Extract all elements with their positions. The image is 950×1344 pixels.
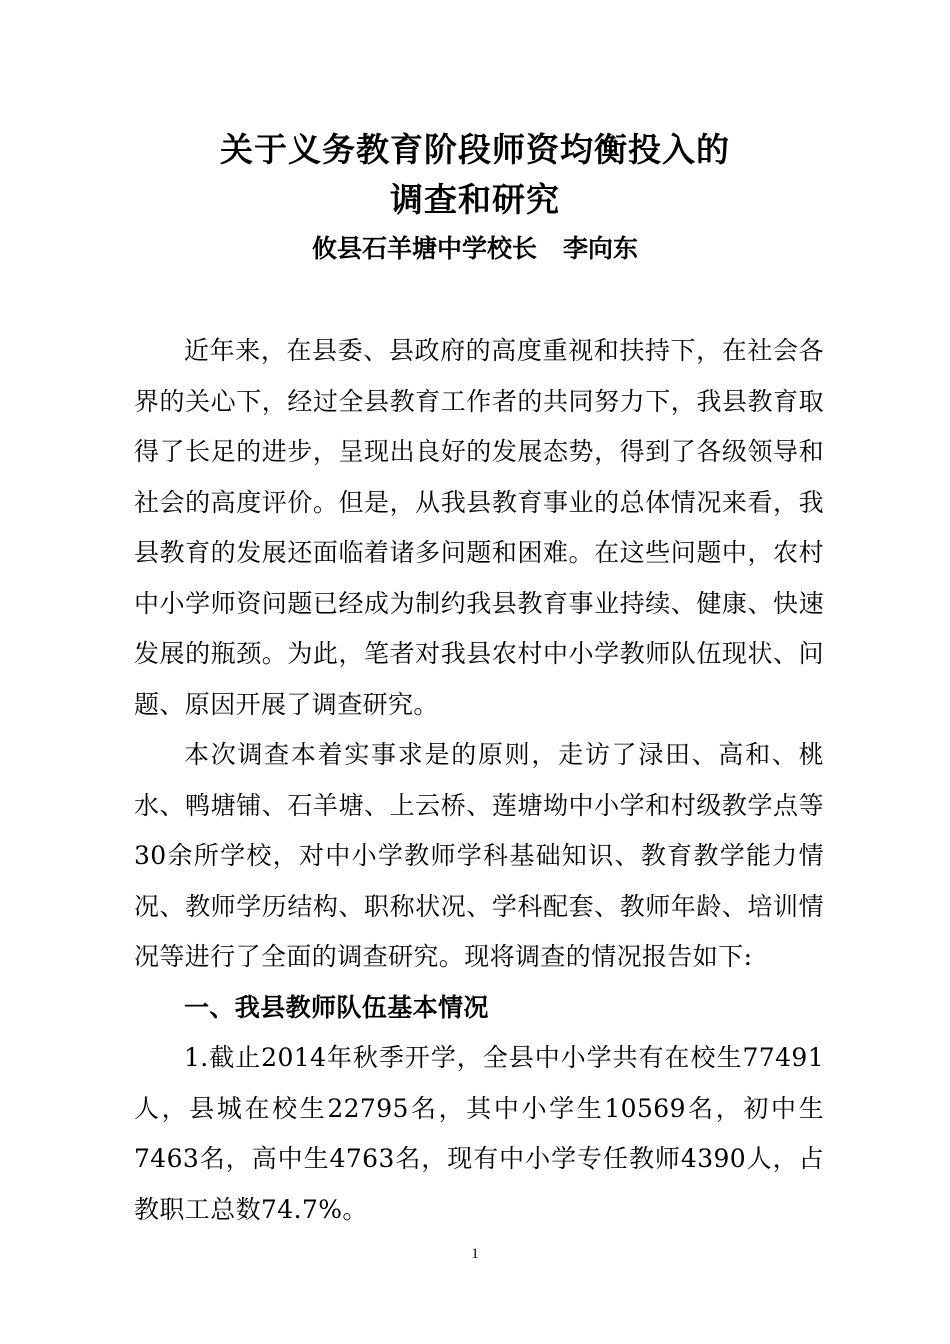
body-paragraph-3: 1.截止2014年秋季开学，全县中小学共有在校生77491人，县城在校生22795名，其中小学生10569名，初中生 7463名，高中生4763名，现有中小学专任教师4390人，占教职工总数74.7%。 (134, 1043, 824, 1224)
page-number: 1 (471, 1246, 479, 1262)
document-title-line-2: 调查和研究 (390, 180, 560, 219)
document-body (134, 326, 824, 1235)
body-paragraph-2: 本次调查本着实事求是的原则，走访了渌田、高和、桃水、鸭塘铺、石羊塘、上云桥、莲塘坳中小学和村级教学点等30余所学校，对中小学教师学科基础知识、教育教学能力情况、教师学历结构、职称状况、学科配套、教师年龄、培训情况等进行了全面的调查研究。现将调查的情况报告如下: (134, 740, 824, 971)
section-heading: 一、我县教师队伍基本情况 (184, 992, 489, 1022)
body-paragraph-1: 近年来，在县委、县政府的高度重视和扶持下，在社会各界的关心下，经过全县教育工作者的共同努力下，我县教育取得了长足的进步，呈现出良好的发展态势，得到了各级领导和社会的高度评价。但是，从我县教育事业的总体情况来看，我县教育的发展还面临着诸多问题和困难。在这些问题中，农村中小学师资问题已经成为制约我县教育事业持续、健康、快速发展的瓶颈。为此，笔者对我县农村中小学教师队伍现状、问题、原因开展了调查研究。 (134, 336, 824, 719)
document-title-line-1: 关于义务教育阶段师资均衡投入的 (220, 130, 730, 169)
document-author: 攸县石羊塘中学校长 李向东 (311, 234, 639, 263)
